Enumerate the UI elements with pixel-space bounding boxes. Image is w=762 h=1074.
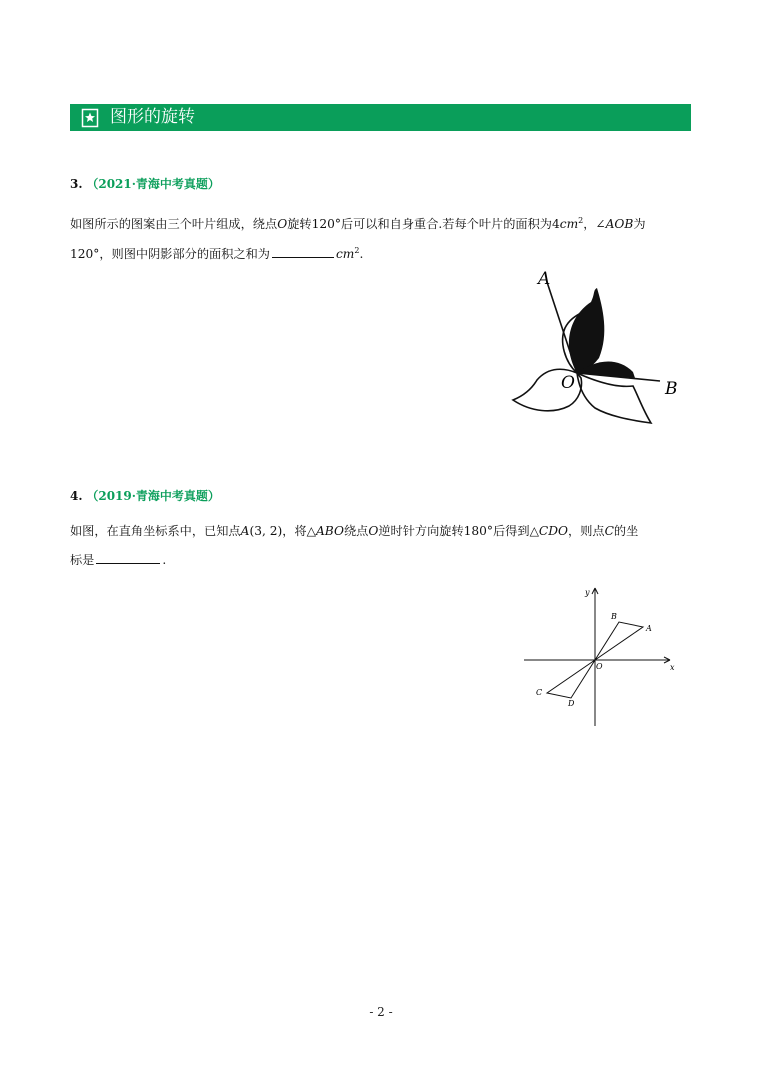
text: 旋转 (287, 217, 312, 232)
text: 为 (633, 217, 646, 232)
math-point: C (604, 524, 614, 538)
text: 绕点 (343, 524, 369, 538)
coordinate-figure (518, 582, 686, 728)
math-angle: ∠AOB (595, 217, 634, 232)
math-area: 4 (551, 217, 560, 232)
text: 标是 (70, 553, 95, 567)
math-triangle: △ABO (306, 524, 344, 538)
math-point: A (240, 524, 250, 538)
text: 的坐 (613, 524, 639, 538)
leaf-pattern-figure (505, 268, 690, 430)
label-o: O (596, 662, 603, 671)
text: 后得到 (493, 524, 530, 538)
bookmark-star-icon (80, 108, 100, 128)
answer-blank[interactable] (272, 244, 334, 258)
question-3-line-1 (70, 212, 646, 233)
math-triangle: △CDO (529, 524, 569, 538)
triangle-abo (595, 622, 643, 660)
label-c: C (536, 688, 543, 697)
math-sup: 2 (578, 216, 584, 225)
triangle-cdo (547, 660, 595, 698)
text: 如图所示的图案由三个叶片组成，绕点 (70, 217, 278, 232)
text: ， (583, 217, 596, 232)
question-number: 4. (70, 489, 83, 503)
question-3-header (70, 176, 220, 192)
question-4-line-2 (70, 550, 166, 569)
math-degree: 120° (311, 217, 341, 232)
math-degree: 180° (463, 524, 493, 538)
section-title: 图形的旋转 (110, 107, 195, 127)
question-number: 3. (70, 177, 83, 191)
math-o: O (368, 524, 379, 538)
text: 后可以和自身重合.若每个叶片的面积为 (340, 217, 552, 232)
text: ，则图中阴影部分的面积之和为 (99, 247, 270, 262)
text: ，则点 (568, 524, 605, 538)
question-3-line-2 (70, 242, 363, 263)
text: . (162, 553, 167, 567)
math-unit: cm (559, 217, 579, 232)
text: 逆时针方向旋转 (378, 524, 464, 538)
question-source: （2021·青海中考真题） (86, 177, 220, 191)
label-b: B (611, 612, 617, 621)
label-a: A (538, 269, 551, 289)
label-d: D (568, 699, 575, 708)
label-b: B (665, 379, 678, 399)
math-unit: cm (335, 247, 355, 262)
question-4-line-1 (70, 522, 638, 540)
math-o: O (277, 217, 288, 232)
question-source: （2019·青海中考真题） (86, 489, 220, 503)
math-degree: 120° (70, 247, 100, 262)
right-leaf-outline (577, 373, 651, 423)
math-coords: (3, 2) (249, 524, 283, 538)
math-sup: 2 (354, 246, 360, 255)
top-leaf-shaded (569, 288, 604, 373)
label-o: O (561, 373, 575, 393)
label-x: x (670, 663, 675, 672)
question-4-header (70, 488, 220, 504)
page-number: - 2 - (369, 1005, 393, 1019)
text: . (359, 247, 364, 262)
text: 如图，在直角坐标系中，已知点 (70, 524, 241, 538)
answer-blank[interactable] (96, 550, 160, 564)
label-y: y (585, 588, 590, 597)
text: ，将 (282, 524, 307, 538)
section-banner (70, 104, 691, 131)
label-a: A (646, 624, 652, 633)
